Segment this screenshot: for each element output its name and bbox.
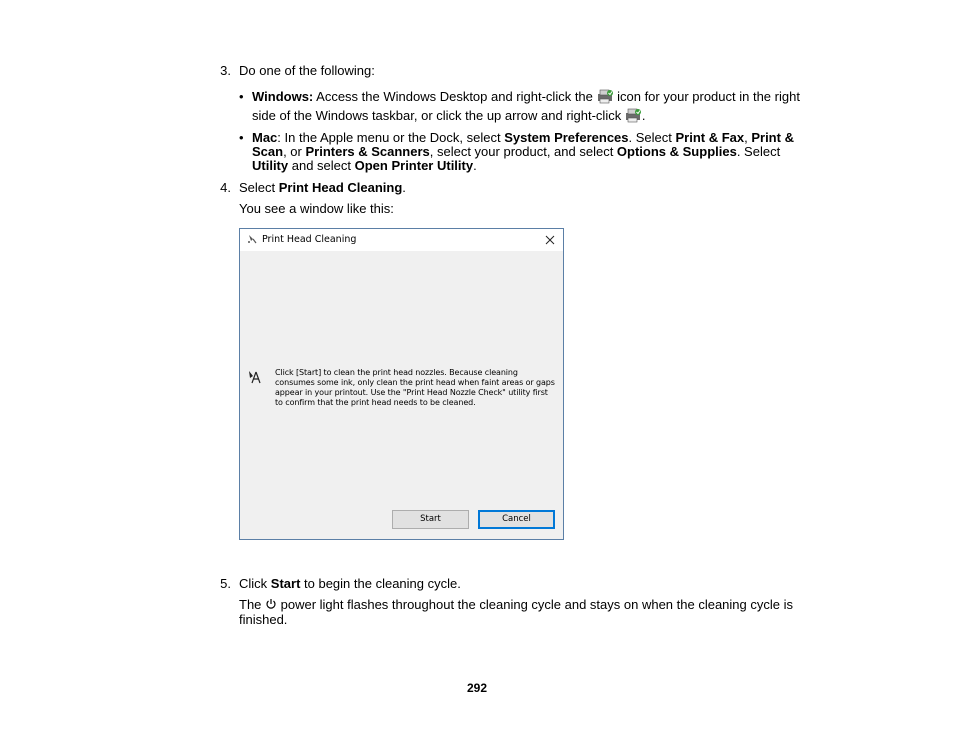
windows-instruction-line2: side of the Windows taskbar, or click the up arrow and right-click . (252, 108, 646, 123)
print-head-cleaning-dialog (239, 228, 564, 540)
dialog-title: Print Head Cleaning (262, 234, 357, 245)
step-5: 5. Click Start to begin the cleaning cycle. (239, 576, 461, 591)
step-5-note-line1: The power light flashes throughout the cleaning cycle and stays on when the cleaning cycle is (239, 597, 793, 612)
step-4-note: You see a window like this: (239, 201, 394, 216)
bullet-windows: • (239, 89, 244, 104)
step-5-note-line2: finished. (239, 612, 288, 627)
printer-utility-icon (625, 108, 642, 123)
step-3 (220, 63, 375, 78)
page-number: 292 (466, 681, 488, 695)
start-button[interactable]: Start (392, 510, 469, 529)
dialog-message: Click [Start] to clean the print head nozzles. Because cleaning consumes some ink, only clean the print head when faint areas or gaps appear in your printout. Use the "Print Head Nozzle Check" utility first to confirm that the print head needs to be cleaned. (275, 368, 555, 407)
mac-instruction-line3: Utility and select Open Printer Utility. (252, 158, 477, 173)
nozzle-icon (247, 234, 258, 249)
printer-utility-icon (597, 89, 614, 104)
power-icon (265, 598, 277, 610)
dialog-titlebar (240, 229, 563, 251)
bullet-mac: • (239, 130, 244, 145)
windows-label: Windows: (252, 89, 314, 104)
mac-label: Mac (252, 130, 278, 145)
mac-instruction-line2: Scan, or Printers & Scanners, select your product, and select Options & Supplies. Select (252, 144, 781, 159)
step-4-number: 4. (220, 180, 231, 195)
step-5-number: 5. (220, 576, 231, 591)
nozzle-icon (248, 369, 264, 389)
step-4: 4. Select Print Head Cleaning. (239, 180, 406, 195)
close-icon[interactable] (541, 231, 559, 249)
cancel-button[interactable]: Cancel (478, 510, 555, 529)
windows-instruction-line1: Windows: Access the Windows Desktop and right-click the icon for your product in the right (252, 89, 800, 104)
mac-instruction-line1: Mac: In the Apple menu or the Dock, select System Preferences. Select Print & Fax, Print & (252, 130, 794, 145)
step-3-text: Do one of the following: (239, 63, 375, 78)
step-3-number: 3. (220, 63, 231, 78)
